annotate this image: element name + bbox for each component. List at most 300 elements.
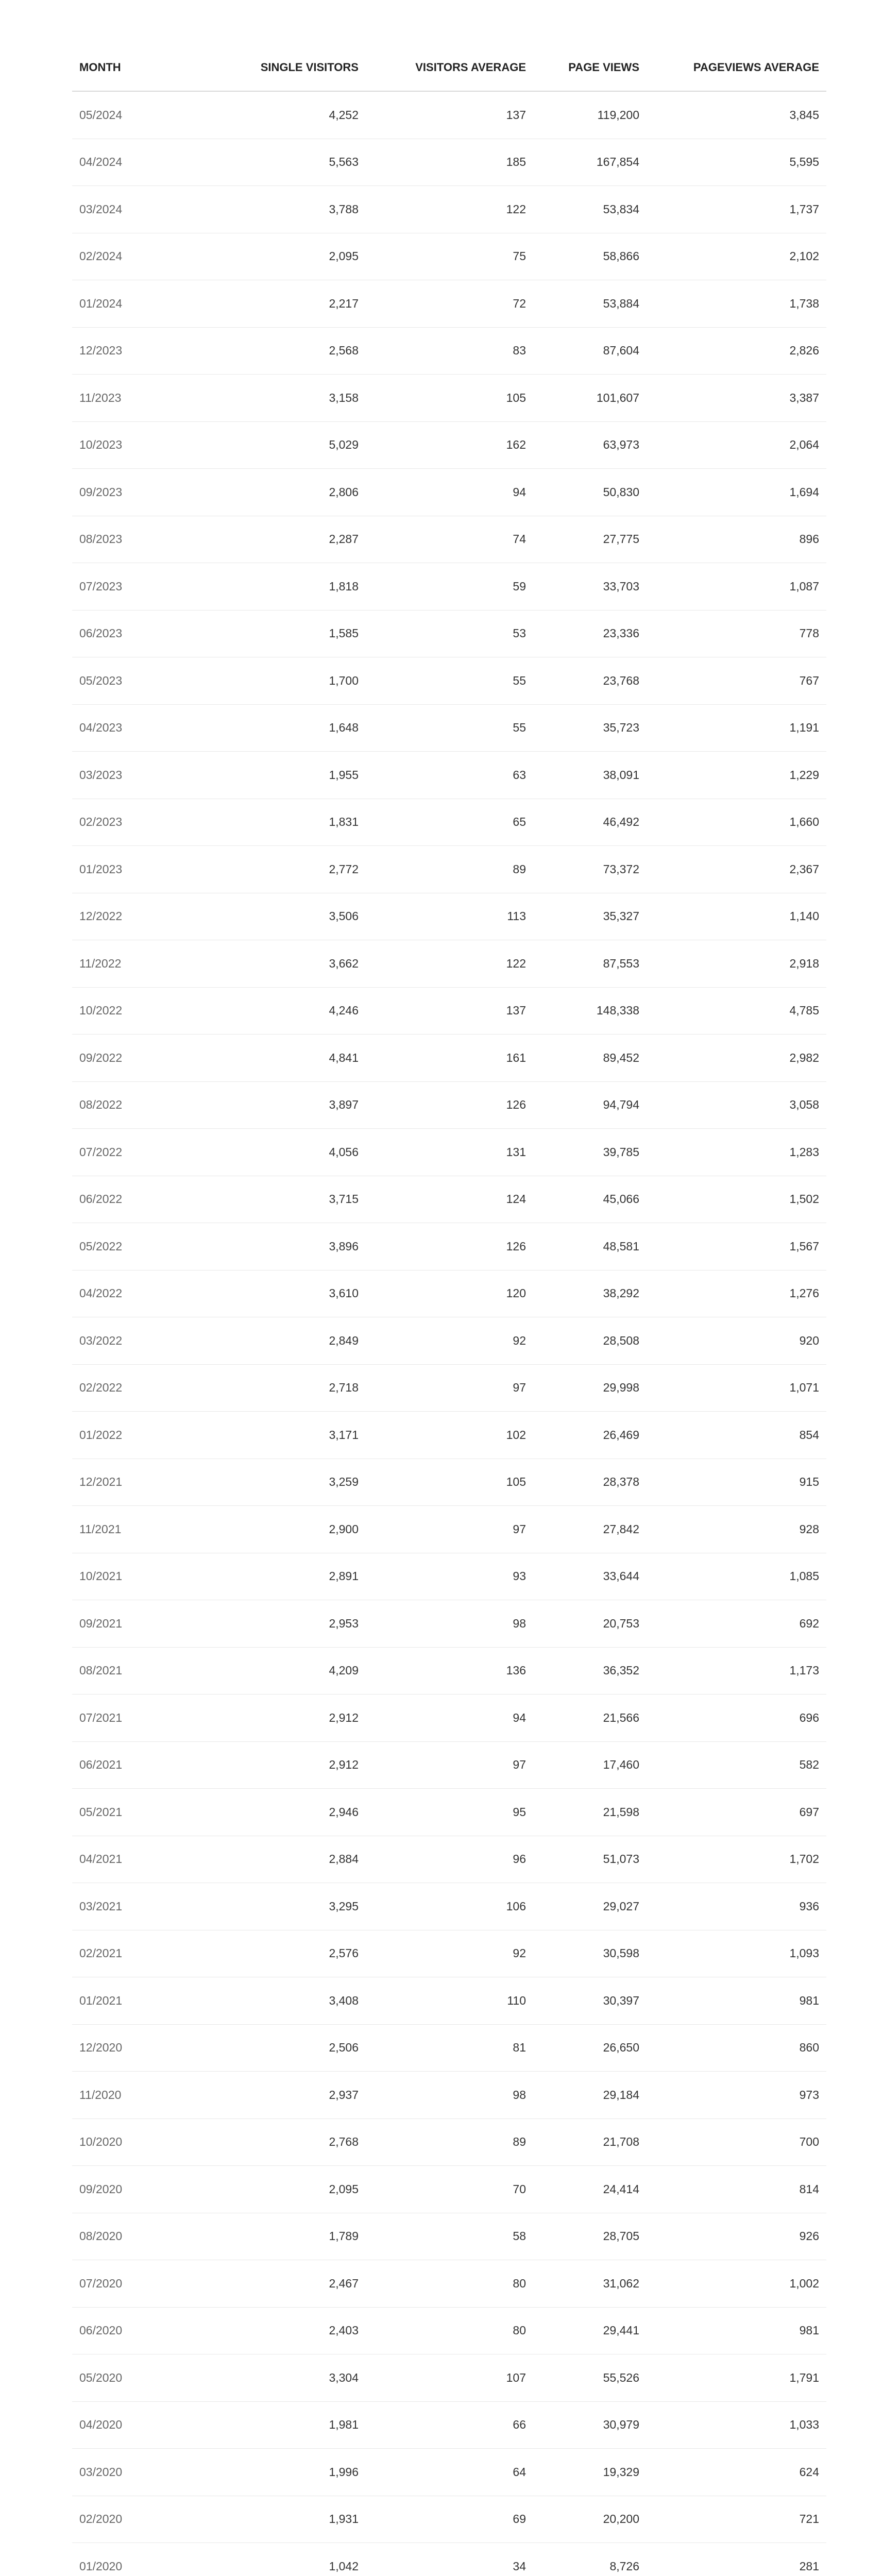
cell-single-visitors: 2,900 (201, 1506, 366, 1553)
cell-visitors-average: 80 (366, 2260, 533, 2308)
cell-page-views: 33,644 (533, 1553, 647, 1600)
cell-pageviews-average: 1,002 (647, 2260, 826, 2308)
cell-pageviews-average: 2,064 (647, 421, 826, 469)
cell-single-visitors: 1,981 (201, 2401, 366, 2449)
cell-month: 09/2020 (72, 2166, 201, 2213)
cell-single-visitors: 1,831 (201, 799, 366, 846)
header-row (72, 44, 826, 91)
cell-pageviews-average: 1,093 (647, 1930, 826, 1977)
cell-visitors-average: 83 (366, 327, 533, 375)
cell-visitors-average: 137 (366, 987, 533, 1035)
cell-page-views: 27,775 (533, 516, 647, 563)
cell-visitors-average: 98 (366, 1600, 533, 1648)
table-row (72, 1317, 826, 1365)
table-row (72, 2260, 826, 2308)
table-row (72, 327, 826, 375)
cell-visitors-average: 89 (366, 2119, 533, 2166)
cell-month: 11/2021 (72, 1506, 201, 1553)
cell-pageviews-average: 696 (647, 1694, 826, 1742)
cell-month: 08/2021 (72, 1647, 201, 1694)
cell-single-visitors: 4,252 (201, 91, 366, 139)
cell-visitors-average: 131 (366, 1129, 533, 1176)
table-row (72, 1364, 826, 1412)
cell-visitors-average: 92 (366, 1317, 533, 1365)
cell-page-views: 28,378 (533, 1459, 647, 1506)
cell-single-visitors: 2,953 (201, 1600, 366, 1648)
cell-page-views: 33,703 (533, 563, 647, 611)
table-row (72, 563, 826, 611)
cell-single-visitors: 5,563 (201, 139, 366, 186)
table-row (72, 1930, 826, 1977)
cell-month: 12/2023 (72, 327, 201, 375)
cell-single-visitors: 3,408 (201, 1977, 366, 2025)
cell-pageviews-average: 3,387 (647, 375, 826, 422)
table-row (72, 2307, 826, 2354)
cell-month: 04/2020 (72, 2401, 201, 2449)
cell-month: 09/2022 (72, 1035, 201, 1082)
cell-visitors-average: 126 (366, 1081, 533, 1129)
cell-page-views: 29,998 (533, 1364, 647, 1412)
cell-single-visitors: 1,996 (201, 2449, 366, 2496)
cell-pageviews-average: 928 (647, 1506, 826, 1553)
cell-visitors-average: 72 (366, 280, 533, 328)
cell-visitors-average: 92 (366, 1930, 533, 1977)
cell-month: 04/2024 (72, 139, 201, 186)
cell-month: 03/2021 (72, 1883, 201, 1930)
cell-pageviews-average: 721 (647, 2496, 826, 2543)
cell-single-visitors: 2,912 (201, 1694, 366, 1742)
cell-page-views: 28,705 (533, 2213, 647, 2260)
cell-visitors-average: 70 (366, 2166, 533, 2213)
cell-single-visitors: 1,042 (201, 2543, 366, 2576)
cell-pageviews-average: 1,191 (647, 704, 826, 752)
cell-pageviews-average: 778 (647, 610, 826, 657)
cell-page-views: 38,292 (533, 1270, 647, 1317)
cell-month: 03/2024 (72, 186, 201, 233)
table-row (72, 2449, 826, 2496)
cell-single-visitors: 1,700 (201, 657, 366, 705)
table-row (72, 1081, 826, 1129)
cell-single-visitors: 1,818 (201, 563, 366, 611)
header-visitors-average: VISITORS AVERAGE (366, 44, 533, 91)
cell-month: 12/2022 (72, 893, 201, 940)
cell-pageviews-average: 1,694 (647, 469, 826, 516)
table-row (72, 1270, 826, 1317)
table-row (72, 704, 826, 752)
cell-visitors-average: 59 (366, 563, 533, 611)
cell-visitors-average: 58 (366, 2213, 533, 2260)
cell-page-views: 8,726 (533, 2543, 647, 2576)
cell-visitors-average: 66 (366, 2401, 533, 2449)
cell-pageviews-average: 920 (647, 1317, 826, 1365)
cell-visitors-average: 74 (366, 516, 533, 563)
cell-page-views: 21,598 (533, 1789, 647, 1836)
cell-month: 09/2023 (72, 469, 201, 516)
cell-pageviews-average: 1,737 (647, 186, 826, 233)
cell-visitors-average: 161 (366, 1035, 533, 1082)
cell-single-visitors: 2,095 (201, 233, 366, 280)
table-row (72, 1600, 826, 1648)
cell-pageviews-average: 4,785 (647, 987, 826, 1035)
cell-page-views: 63,973 (533, 421, 647, 469)
cell-visitors-average: 107 (366, 2354, 533, 2402)
table-row (72, 2119, 826, 2166)
cell-single-visitors: 3,896 (201, 1223, 366, 1270)
table-row (72, 846, 826, 893)
cell-month: 12/2020 (72, 2024, 201, 2072)
cell-pageviews-average: 3,845 (647, 91, 826, 139)
cell-pageviews-average: 854 (647, 1412, 826, 1459)
cell-page-views: 87,604 (533, 327, 647, 375)
cell-visitors-average: 113 (366, 893, 533, 940)
cell-page-views: 53,834 (533, 186, 647, 233)
cell-pageviews-average: 767 (647, 657, 826, 705)
cell-pageviews-average: 2,826 (647, 327, 826, 375)
cell-visitors-average: 105 (366, 375, 533, 422)
header-single-visitors: SINGLE VISITORS (201, 44, 366, 91)
cell-page-views: 29,027 (533, 1883, 647, 1930)
cell-page-views: 26,650 (533, 2024, 647, 2072)
cell-single-visitors: 3,158 (201, 375, 366, 422)
cell-visitors-average: 137 (366, 91, 533, 139)
cell-visitors-average: 185 (366, 139, 533, 186)
table-row (72, 1176, 826, 1223)
cell-month: 07/2023 (72, 563, 201, 611)
cell-page-views: 17,460 (533, 1741, 647, 1789)
cell-pageviews-average: 1,502 (647, 1176, 826, 1223)
cell-pageviews-average: 1,033 (647, 2401, 826, 2449)
cell-single-visitors: 3,610 (201, 1270, 366, 1317)
cell-pageviews-average: 896 (647, 516, 826, 563)
cell-single-visitors: 1,955 (201, 752, 366, 799)
cell-single-visitors: 2,718 (201, 1364, 366, 1412)
cell-visitors-average: 65 (366, 799, 533, 846)
cell-month: 05/2024 (72, 91, 201, 139)
cell-pageviews-average: 1,791 (647, 2354, 826, 2402)
cell-month: 03/2022 (72, 1317, 201, 1365)
cell-pageviews-average: 936 (647, 1883, 826, 1930)
cell-month: 05/2022 (72, 1223, 201, 1270)
table-row (72, 139, 826, 186)
table-row (72, 1506, 826, 1553)
table-row (72, 233, 826, 280)
table-row (72, 280, 826, 328)
cell-single-visitors: 1,585 (201, 610, 366, 657)
cell-single-visitors: 5,029 (201, 421, 366, 469)
cell-month: 02/2024 (72, 233, 201, 280)
table-row (72, 1553, 826, 1600)
table-row (72, 799, 826, 846)
cell-page-views: 19,329 (533, 2449, 647, 2496)
cell-page-views: 167,854 (533, 139, 647, 186)
cell-month: 01/2021 (72, 1977, 201, 2025)
cell-single-visitors: 4,246 (201, 987, 366, 1035)
cell-page-views: 31,062 (533, 2260, 647, 2308)
cell-page-views: 24,414 (533, 2166, 647, 2213)
cell-visitors-average: 126 (366, 1223, 533, 1270)
cell-page-views: 39,785 (533, 1129, 647, 1176)
cell-visitors-average: 98 (366, 2072, 533, 2119)
table-row (72, 1883, 826, 1930)
cell-single-visitors: 2,806 (201, 469, 366, 516)
cell-pageviews-average: 281 (647, 2543, 826, 2576)
table-row (72, 1836, 826, 1883)
cell-pageviews-average: 692 (647, 1600, 826, 1648)
cell-visitors-average: 34 (366, 2543, 533, 2576)
cell-single-visitors: 3,662 (201, 940, 366, 988)
cell-page-views: 119,200 (533, 91, 647, 139)
table-row (72, 186, 826, 233)
table-row (72, 469, 826, 516)
cell-month: 02/2021 (72, 1930, 201, 1977)
cell-pageviews-average: 1,276 (647, 1270, 826, 1317)
cell-month: 06/2023 (72, 610, 201, 657)
cell-page-views: 50,830 (533, 469, 647, 516)
table-header (72, 44, 826, 91)
cell-visitors-average: 120 (366, 1270, 533, 1317)
header-month: MONTH (72, 44, 201, 91)
cell-pageviews-average: 582 (647, 1741, 826, 1789)
cell-visitors-average: 55 (366, 657, 533, 705)
cell-single-visitors: 3,171 (201, 1412, 366, 1459)
table-row (72, 1977, 826, 2025)
table-row (72, 752, 826, 799)
cell-pageviews-average: 926 (647, 2213, 826, 2260)
cell-visitors-average: 122 (366, 940, 533, 988)
cell-month: 08/2020 (72, 2213, 201, 2260)
cell-visitors-average: 55 (366, 704, 533, 752)
cell-page-views: 20,200 (533, 2496, 647, 2543)
cell-pageviews-average: 624 (647, 2449, 826, 2496)
table-row (72, 2496, 826, 2543)
cell-single-visitors: 2,217 (201, 280, 366, 328)
cell-month: 06/2022 (72, 1176, 201, 1223)
cell-pageviews-average: 973 (647, 2072, 826, 2119)
cell-single-visitors: 3,506 (201, 893, 366, 940)
stats-table-container (72, 44, 826, 2576)
cell-pageviews-average: 3,058 (647, 1081, 826, 1129)
cell-page-views: 30,397 (533, 1977, 647, 2025)
cell-month: 08/2022 (72, 1081, 201, 1129)
cell-page-views: 29,441 (533, 2307, 647, 2354)
cell-pageviews-average: 1,283 (647, 1129, 826, 1176)
cell-month: 07/2022 (72, 1129, 201, 1176)
cell-visitors-average: 81 (366, 2024, 533, 2072)
cell-month: 07/2021 (72, 1694, 201, 1742)
table-row (72, 91, 826, 139)
cell-month: 10/2021 (72, 1553, 201, 1600)
cell-page-views: 28,508 (533, 1317, 647, 1365)
cell-visitors-average: 94 (366, 469, 533, 516)
cell-visitors-average: 64 (366, 2449, 533, 2496)
cell-visitors-average: 110 (366, 1977, 533, 2025)
cell-pageviews-average: 2,102 (647, 233, 826, 280)
cell-single-visitors: 2,095 (201, 2166, 366, 2213)
cell-single-visitors: 2,772 (201, 846, 366, 893)
cell-single-visitors: 2,403 (201, 2307, 366, 2354)
cell-pageviews-average: 700 (647, 2119, 826, 2166)
cell-visitors-average: 97 (366, 1364, 533, 1412)
cell-month: 05/2023 (72, 657, 201, 705)
cell-page-views: 58,866 (533, 233, 647, 280)
cell-page-views: 38,091 (533, 752, 647, 799)
cell-pageviews-average: 814 (647, 2166, 826, 2213)
cell-visitors-average: 102 (366, 1412, 533, 1459)
table-row (72, 375, 826, 422)
cell-month: 10/2020 (72, 2119, 201, 2166)
cell-single-visitors: 1,931 (201, 2496, 366, 2543)
cell-single-visitors: 2,884 (201, 1836, 366, 1883)
cell-page-views: 21,708 (533, 2119, 647, 2166)
cell-page-views: 35,327 (533, 893, 647, 940)
table-row (72, 940, 826, 988)
header-pageviews-average: PAGEVIEWS AVERAGE (647, 44, 826, 91)
cell-single-visitors: 2,946 (201, 1789, 366, 1836)
cell-pageviews-average: 5,595 (647, 139, 826, 186)
table-row (72, 1129, 826, 1176)
cell-pageviews-average: 1,140 (647, 893, 826, 940)
table-row (72, 1459, 826, 1506)
cell-month: 06/2021 (72, 1741, 201, 1789)
cell-month: 10/2023 (72, 421, 201, 469)
table-row (72, 2354, 826, 2402)
cell-visitors-average: 122 (366, 186, 533, 233)
cell-page-views: 94,794 (533, 1081, 647, 1129)
table-row (72, 893, 826, 940)
cell-page-views: 46,492 (533, 799, 647, 846)
cell-pageviews-average: 1,087 (647, 563, 826, 611)
cell-pageviews-average: 981 (647, 1977, 826, 2025)
table-row (72, 2166, 826, 2213)
cell-page-views: 23,336 (533, 610, 647, 657)
cell-month: 03/2020 (72, 2449, 201, 2496)
cell-page-views: 35,723 (533, 704, 647, 752)
cell-visitors-average: 97 (366, 1741, 533, 1789)
cell-pageviews-average: 2,367 (647, 846, 826, 893)
cell-single-visitors: 1,648 (201, 704, 366, 752)
table-row (72, 2401, 826, 2449)
cell-single-visitors: 1,789 (201, 2213, 366, 2260)
cell-pageviews-average: 1,567 (647, 1223, 826, 1270)
cell-month: 10/2022 (72, 987, 201, 1035)
cell-visitors-average: 89 (366, 846, 533, 893)
cell-page-views: 20,753 (533, 1600, 647, 1648)
cell-visitors-average: 69 (366, 2496, 533, 2543)
table-body (72, 91, 826, 2576)
cell-month: 01/2020 (72, 2543, 201, 2576)
monthly-stats-table (72, 44, 826, 2576)
cell-month: 12/2021 (72, 1459, 201, 1506)
cell-visitors-average: 93 (366, 1553, 533, 1600)
table-row (72, 516, 826, 563)
cell-single-visitors: 2,467 (201, 2260, 366, 2308)
cell-month: 08/2023 (72, 516, 201, 563)
cell-page-views: 89,452 (533, 1035, 647, 1082)
cell-single-visitors: 4,056 (201, 1129, 366, 1176)
cell-visitors-average: 162 (366, 421, 533, 469)
cell-single-visitors: 3,788 (201, 186, 366, 233)
cell-page-views: 45,066 (533, 1176, 647, 1223)
table-row (72, 2213, 826, 2260)
cell-single-visitors: 2,937 (201, 2072, 366, 2119)
table-row (72, 1223, 826, 1270)
cell-visitors-average: 95 (366, 1789, 533, 1836)
cell-month: 09/2021 (72, 1600, 201, 1648)
cell-single-visitors: 3,304 (201, 2354, 366, 2402)
cell-visitors-average: 80 (366, 2307, 533, 2354)
table-row (72, 1789, 826, 1836)
table-row (72, 1412, 826, 1459)
cell-month: 03/2023 (72, 752, 201, 799)
cell-month: 01/2024 (72, 280, 201, 328)
cell-page-views: 101,607 (533, 375, 647, 422)
cell-pageviews-average: 1,702 (647, 1836, 826, 1883)
cell-page-views: 48,581 (533, 1223, 647, 1270)
cell-month: 04/2023 (72, 704, 201, 752)
cell-visitors-average: 75 (366, 233, 533, 280)
cell-single-visitors: 2,768 (201, 2119, 366, 2166)
cell-pageviews-average: 2,918 (647, 940, 826, 988)
cell-single-visitors: 2,568 (201, 327, 366, 375)
table-row (72, 421, 826, 469)
table-row (72, 987, 826, 1035)
cell-pageviews-average: 1,173 (647, 1647, 826, 1694)
cell-pageviews-average: 2,982 (647, 1035, 826, 1082)
table-row (72, 610, 826, 657)
table-row (72, 2543, 826, 2576)
cell-pageviews-average: 860 (647, 2024, 826, 2072)
cell-pageviews-average: 915 (647, 1459, 826, 1506)
cell-single-visitors: 2,576 (201, 1930, 366, 1977)
cell-month: 01/2023 (72, 846, 201, 893)
cell-pageviews-average: 1,085 (647, 1553, 826, 1600)
cell-single-visitors: 3,295 (201, 1883, 366, 1930)
cell-single-visitors: 4,209 (201, 1647, 366, 1694)
cell-single-visitors: 3,259 (201, 1459, 366, 1506)
cell-visitors-average: 97 (366, 1506, 533, 1553)
header-page-views: PAGE VIEWS (533, 44, 647, 91)
cell-page-views: 53,884 (533, 280, 647, 328)
table-row (72, 657, 826, 705)
cell-page-views: 51,073 (533, 1836, 647, 1883)
cell-month: 06/2020 (72, 2307, 201, 2354)
cell-visitors-average: 105 (366, 1459, 533, 1506)
cell-month: 11/2020 (72, 2072, 201, 2119)
cell-month: 02/2023 (72, 799, 201, 846)
cell-month: 04/2022 (72, 1270, 201, 1317)
cell-single-visitors: 3,715 (201, 1176, 366, 1223)
cell-page-views: 23,768 (533, 657, 647, 705)
cell-page-views: 29,184 (533, 2072, 647, 2119)
cell-pageviews-average: 697 (647, 1789, 826, 1836)
table-row (72, 2024, 826, 2072)
cell-month: 11/2022 (72, 940, 201, 988)
cell-single-visitors: 2,849 (201, 1317, 366, 1365)
cell-visitors-average: 94 (366, 1694, 533, 1742)
cell-page-views: 87,553 (533, 940, 647, 988)
cell-visitors-average: 96 (366, 1836, 533, 1883)
cell-single-visitors: 2,912 (201, 1741, 366, 1789)
cell-visitors-average: 106 (366, 1883, 533, 1930)
cell-month: 02/2020 (72, 2496, 201, 2543)
cell-page-views: 27,842 (533, 1506, 647, 1553)
table-row (72, 1647, 826, 1694)
cell-page-views: 73,372 (533, 846, 647, 893)
cell-month: 01/2022 (72, 1412, 201, 1459)
cell-pageviews-average: 1,738 (647, 280, 826, 328)
cell-single-visitors: 2,287 (201, 516, 366, 563)
cell-month: 11/2023 (72, 375, 201, 422)
